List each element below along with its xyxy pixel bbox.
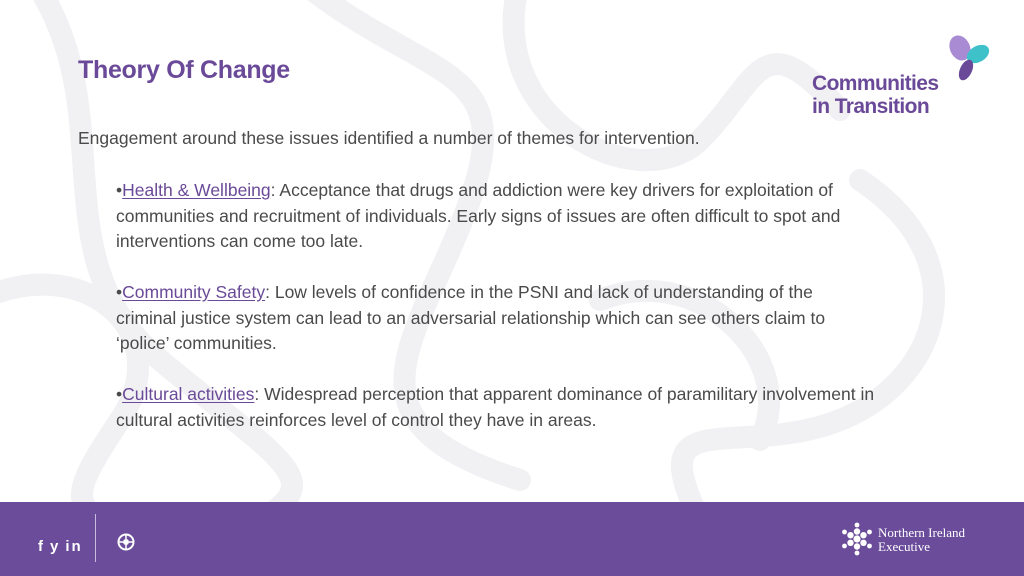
nie-line-1: Northern Ireland <box>878 525 965 540</box>
bullet-marker: • <box>116 180 123 200</box>
butterfly-mark-icon <box>940 34 994 84</box>
communities-in-transition-logo <box>808 34 998 124</box>
bullet-marker: • <box>116 282 123 302</box>
bullet-list <box>116 178 876 459</box>
bullet-marker: • <box>116 384 123 404</box>
bullet-community-safety <box>116 280 876 357</box>
logo-line-2: in Transition <box>812 95 930 118</box>
social-media-icons[interactable]: f y in <box>38 538 83 555</box>
page-title: Theory Of Change <box>78 56 290 84</box>
intro-text: Engagement around these issues identified a number of themes for intervention. <box>78 128 700 148</box>
term-health-wellbeing[interactable]: Health & Wellbeing <box>122 180 271 200</box>
hexagon-flower-icon <box>840 522 874 556</box>
logo-line-1: Communities <box>812 72 939 95</box>
bullet-text: : Widespread perception that apparent dominance of paramilitary involvement in cultural activities reinforces level of control they have in areas. <box>116 384 875 430</box>
bullet-health-wellbeing <box>116 178 876 255</box>
term-cultural-activities[interactable]: Cultural activities <box>122 384 255 404</box>
bullet-text: : Acceptance that drugs and addiction were key drivers for exploitation of communities and recruitment of individuals. Early signs of issues are often difficult to spot and interventions can come too late. <box>116 180 841 251</box>
bullet-text: : Low levels of confidence in the PSNI and lack of understanding of the criminal justice system can lead to an adversarial relationship which can see others claim to ‘police’ communities. <box>116 282 826 353</box>
nie-wordmark <box>878 526 965 554</box>
term-community-safety[interactable]: Community Safety <box>122 282 266 302</box>
footer-bar <box>0 502 1024 576</box>
globe-icon[interactable] <box>117 533 135 551</box>
bullet-cultural-activities <box>116 382 876 433</box>
nie-line-2: Executive <box>878 539 930 554</box>
footer-divider <box>95 514 96 562</box>
logo-wordmark <box>812 72 938 118</box>
northern-ireland-executive-logo <box>840 522 990 562</box>
